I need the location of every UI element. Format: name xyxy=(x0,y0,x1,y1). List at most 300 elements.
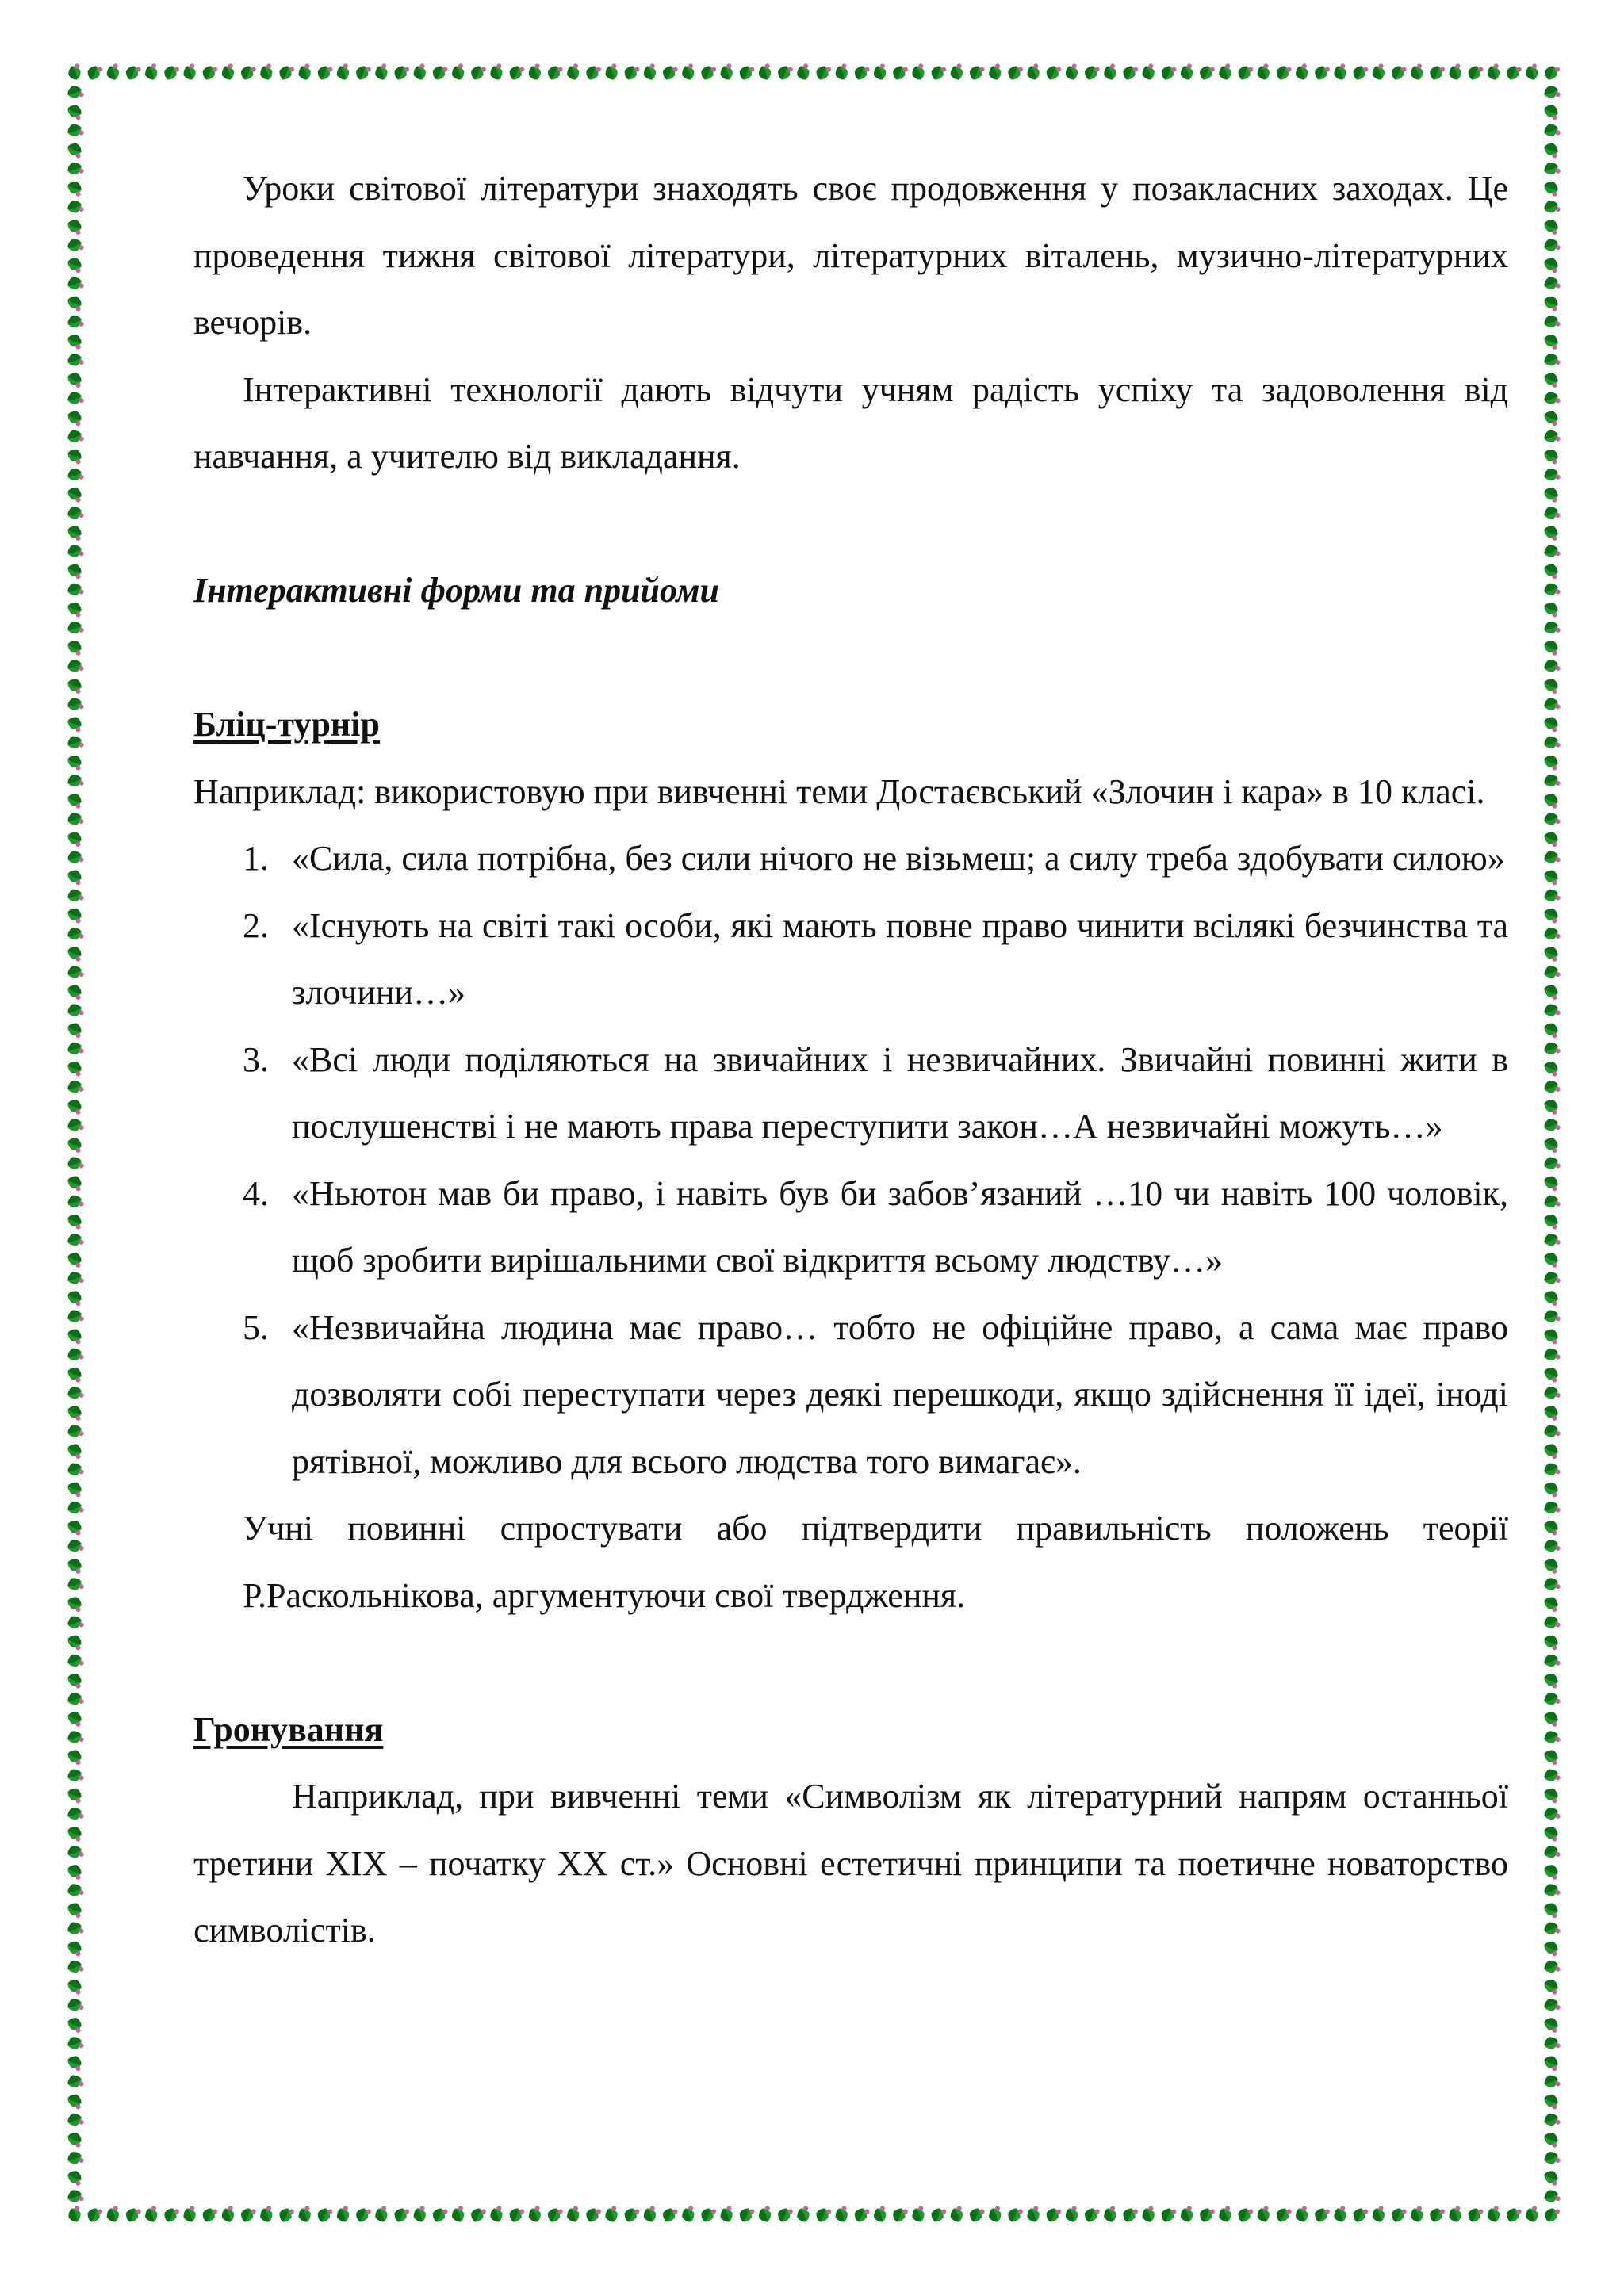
holly-leaf-icon xyxy=(201,2206,218,2225)
holly-leaf-icon xyxy=(526,2206,543,2225)
holly-leaf-icon xyxy=(1542,1594,1561,1612)
holly-leaf-icon xyxy=(1542,466,1561,484)
holly-leaf-icon xyxy=(316,2206,333,2225)
holly-leaf-icon xyxy=(1542,638,1561,656)
holly-leaf-icon xyxy=(65,1403,84,1421)
holly-leaf-icon xyxy=(66,1996,85,2014)
holly-leaf-icon xyxy=(65,982,84,1000)
holly-leaf-icon xyxy=(546,2206,563,2225)
holly-leaf-icon xyxy=(1542,121,1561,139)
holly-leaf-icon xyxy=(871,63,889,82)
holly-leaf-icon xyxy=(1542,1231,1561,1249)
holly-leaf-icon xyxy=(411,63,428,82)
holly-leaf-icon xyxy=(66,733,85,751)
holly-leaf-icon xyxy=(66,657,85,675)
holly-leaf-icon xyxy=(1101,63,1119,82)
holly-leaf-icon xyxy=(1044,2206,1062,2225)
holly-leaf-icon xyxy=(1293,63,1311,82)
holly-leaf-icon xyxy=(66,1613,85,1631)
holly-leaf-icon xyxy=(65,1212,84,1230)
holly-leaf-icon xyxy=(66,63,83,82)
holly-leaf-icon xyxy=(1542,1709,1561,1727)
holly-leaf-icon xyxy=(239,63,256,82)
holly-leaf-icon xyxy=(1178,63,1196,82)
intro-paragraph-2: Інтерактивні технології дають відчути учням радість успіху та задоволення від навчання, а учителю від викладання. xyxy=(193,369,1508,476)
holly-leaf-icon xyxy=(1542,1633,1561,1651)
clustering-text: Наприклад, при вивченні теми «Символізм як літературний напрям останньої третини XIX – початку XX ст.» Основні естетичні принципи та поетичне новаторство символістів. xyxy=(193,1777,1508,1950)
holly-leaf-icon xyxy=(66,198,85,216)
holly-leaf-icon xyxy=(1044,63,1062,82)
holly-leaf-icon xyxy=(967,2206,985,2225)
holly-leaf-icon xyxy=(1408,2206,1426,2225)
holly-leaf-icon xyxy=(65,1135,84,1153)
holly-leaf-icon xyxy=(66,313,85,331)
holly-leaf-icon xyxy=(1197,2206,1215,2225)
holly-leaf-icon xyxy=(1542,1862,1561,1880)
holly-leaf-icon xyxy=(66,1116,85,1134)
holly-leaf-icon xyxy=(1542,217,1561,235)
holly-leaf-icon xyxy=(1063,63,1081,82)
holly-leaf-icon xyxy=(1542,1135,1561,1153)
holly-leaf-icon xyxy=(1312,2206,1330,2225)
holly-leaf-icon xyxy=(66,619,85,637)
holly-leaf-icon xyxy=(1542,1537,1561,1555)
holly-leaf-icon xyxy=(1446,63,1464,82)
holly-leaf-icon xyxy=(65,1059,84,1077)
holly-leaf-icon xyxy=(680,63,697,82)
holly-leaf-icon xyxy=(1542,848,1561,866)
holly-leaf-icon xyxy=(66,1958,85,1976)
holly-leaf-icon xyxy=(66,83,85,101)
holly-leaf-icon xyxy=(699,2206,716,2225)
holly-leaf-icon xyxy=(1542,236,1561,254)
holly-leaf-icon xyxy=(296,63,313,82)
holly-leaf-icon xyxy=(1504,2206,1522,2225)
holly-leaf-icon xyxy=(65,294,84,312)
holly-leaf-icon xyxy=(65,1327,84,1345)
holly-leaf-icon xyxy=(1274,63,1292,82)
holly-leaf-icon xyxy=(737,63,755,82)
holly-leaf-icon xyxy=(66,1498,85,1516)
holly-leaf-icon xyxy=(929,2206,947,2225)
holly-leaf-icon xyxy=(986,2206,1004,2225)
holly-leaf-icon xyxy=(1542,2092,1561,2110)
holly-leaf-icon xyxy=(66,1269,85,1287)
holly-leaf-icon xyxy=(699,63,716,82)
holly-leaf-icon xyxy=(852,2206,870,2225)
list-item-text: «Існують на світі такі особи, які мають повне право чинити всілякі безчинства та злочини…» xyxy=(292,905,1508,1012)
holly-leaf-icon xyxy=(814,63,831,82)
holly-leaf-icon xyxy=(66,274,85,292)
holly-leaf-icon xyxy=(1542,447,1561,465)
holly-leaf-icon xyxy=(833,2206,850,2225)
holly-leaf-icon xyxy=(1542,772,1561,790)
list-item xyxy=(193,1027,1508,1161)
holly-leaf-icon xyxy=(680,2206,697,2225)
holly-leaf-icon xyxy=(1542,2015,1561,2033)
holly-leaf-icon xyxy=(277,2206,294,2225)
holly-leaf-icon xyxy=(411,2206,428,2225)
holly-leaf-icon xyxy=(277,63,294,82)
holly-leaf-icon xyxy=(1542,351,1561,369)
holly-leaf-icon xyxy=(66,580,85,598)
holly-leaf-icon xyxy=(1542,103,1561,121)
holly-leaf-icon xyxy=(66,925,85,943)
holly-leaf-icon xyxy=(1542,944,1561,962)
holly-leaf-icon xyxy=(65,906,84,924)
holly-leaf-icon xyxy=(1542,1001,1561,1019)
holly-leaf-icon xyxy=(65,829,84,847)
holly-leaf-icon xyxy=(392,2206,409,2225)
holly-leaf-icon xyxy=(65,600,84,618)
holly-leaf-icon xyxy=(66,886,85,904)
holly-leaf-icon xyxy=(1159,2206,1177,2225)
holly-leaf-icon xyxy=(65,676,84,694)
holly-leaf-icon xyxy=(565,63,582,82)
holly-leaf-icon xyxy=(1542,1728,1561,1746)
holly-leaf-icon xyxy=(1542,1958,1561,1976)
holly-leaf-icon xyxy=(1542,982,1561,1000)
holly-leaf-icon xyxy=(1542,1575,1561,1593)
holly-leaf-icon xyxy=(1389,2206,1407,2225)
holly-leaf-icon xyxy=(66,1384,85,1402)
holly-leaf-icon xyxy=(66,1154,85,1172)
holly-leaf-icon xyxy=(66,1231,85,1249)
list-item-number: 1. xyxy=(243,839,269,878)
holly-leaf-icon xyxy=(1542,1365,1561,1383)
holly-leaf-icon xyxy=(66,121,85,139)
holly-leaf-icon xyxy=(1101,2206,1119,2225)
holly-leaf-icon xyxy=(1542,1250,1561,1268)
holly-leaf-icon xyxy=(65,1900,84,1918)
holly-leaf-icon xyxy=(431,63,448,82)
holly-leaf-icon xyxy=(1542,1900,1561,1918)
holly-leaf-icon xyxy=(66,1460,85,1478)
holly-leaf-icon xyxy=(776,63,793,82)
holly-leaf-icon xyxy=(1542,141,1561,159)
holly-leaf-icon xyxy=(661,2206,678,2225)
holly-leaf-icon xyxy=(65,1288,84,1306)
holly-leaf-icon xyxy=(1542,600,1561,618)
holly-leaf-icon xyxy=(910,2206,927,2225)
holly-leaf-icon xyxy=(143,63,160,82)
holly-leaf-icon xyxy=(1216,2206,1234,2225)
list-item-number: 3. xyxy=(243,1039,269,1079)
holly-leaf-icon xyxy=(1542,1441,1561,1459)
holly-leaf-icon xyxy=(66,848,85,866)
holly-leaf-icon xyxy=(1120,63,1138,82)
holly-leaf-icon xyxy=(1139,63,1157,82)
holly-leaf-icon xyxy=(718,63,735,82)
blitz-intro: Наприклад: використовую при вивченні теми Достаєвський «Злочин і кара» в 10 класі. xyxy=(193,771,1485,811)
holly-leaf-icon xyxy=(296,2206,313,2225)
holly-leaf-icon xyxy=(373,63,390,82)
holly-leaf-icon xyxy=(948,63,965,82)
list-item-text: «Всі люди поділяються на звичайних і незвичайних. Звичайні повинні жити в послушенстві і не мають права переступити закон…А незвичайні можуть…» xyxy=(292,1039,1508,1146)
holly-leaf-icon xyxy=(65,409,84,427)
holly-leaf-icon xyxy=(642,2206,659,2225)
list-item xyxy=(193,893,1508,1027)
list-item xyxy=(193,1161,1508,1295)
holly-leaf-icon xyxy=(1542,1154,1561,1172)
holly-leaf-icon xyxy=(86,2206,103,2225)
holly-leaf-icon xyxy=(1235,63,1253,82)
holly-leaf-icon xyxy=(65,447,84,465)
holly-leaf-icon xyxy=(1542,274,1561,292)
holly-leaf-icon xyxy=(1331,63,1349,82)
holly-leaf-icon xyxy=(488,63,505,82)
holly-leaf-icon xyxy=(1254,2206,1272,2225)
holly-leaf-icon xyxy=(66,1192,85,1210)
holly-leaf-icon xyxy=(1542,2206,1560,2225)
holly-leaf-icon xyxy=(65,715,84,733)
holly-leaf-icon xyxy=(66,1843,85,1861)
holly-leaf-icon xyxy=(162,2206,179,2225)
holly-leaf-icon xyxy=(1542,1384,1561,1402)
holly-leaf-icon xyxy=(1542,83,1561,101)
holly-leaf-icon xyxy=(1542,2034,1561,2052)
list-item xyxy=(193,825,1508,893)
holly-leaf-icon xyxy=(1159,63,1177,82)
holly-leaf-icon xyxy=(65,1977,84,1995)
holly-leaf-icon xyxy=(66,772,85,790)
holly-leaf-icon xyxy=(1542,1288,1561,1306)
list-item-text: «Незвичайна людина має право… тобто не офіційне право, а сама має право дозволяти собі переступати через деякі перешкоди, якщо здійснення її ідеї, іноді рятівної, можливо для всього людства того вимагає». xyxy=(292,1307,1508,1481)
holly-leaf-icon xyxy=(354,2206,371,2225)
intro-paragraph-1: Уроки світової літератури знаходять своє продовження у позакласних заходах. Це проведення тижня світової літератури, літературних віталень, музично-літературних вечорів. xyxy=(193,169,1508,342)
holly-leaf-icon xyxy=(104,63,121,82)
holly-leaf-icon xyxy=(1542,2149,1561,2167)
holly-leaf-icon xyxy=(1542,925,1561,943)
holly-leaf-icon xyxy=(258,2206,275,2225)
holly-leaf-icon xyxy=(1542,1422,1561,1440)
holly-leaf-icon xyxy=(526,63,543,82)
holly-leaf-icon xyxy=(488,2206,505,2225)
holly-leaf-icon xyxy=(1351,63,1369,82)
holly-border-bottom xyxy=(66,2206,1561,2225)
holly-leaf-icon xyxy=(65,103,84,121)
holly-leaf-icon xyxy=(1466,63,1484,82)
holly-leaf-icon xyxy=(1542,256,1561,274)
holly-leaf-icon xyxy=(1523,2206,1541,2225)
holly-leaf-icon xyxy=(1542,1327,1561,1345)
holly-leaf-icon xyxy=(66,2111,85,2129)
holly-leaf-icon xyxy=(65,638,84,656)
holly-leaf-icon xyxy=(1408,63,1426,82)
holly-leaf-icon xyxy=(1542,1824,1561,1842)
holly-leaf-icon xyxy=(65,370,84,388)
holly-leaf-icon xyxy=(65,1939,84,1957)
holly-leaf-icon xyxy=(65,753,84,771)
list-item-number: 5. xyxy=(243,1307,269,1347)
holly-leaf-icon xyxy=(1542,332,1561,350)
holly-leaf-icon xyxy=(1542,1747,1561,1765)
holly-leaf-icon xyxy=(1542,1116,1561,1134)
holly-leaf-icon xyxy=(986,63,1004,82)
holly-leaf-icon xyxy=(124,63,141,82)
holly-leaf-icon xyxy=(66,1690,85,1708)
holly-leaf-icon xyxy=(316,63,333,82)
holly-leaf-icon xyxy=(66,1728,85,1746)
holly-leaf-icon xyxy=(181,63,198,82)
holly-leaf-icon xyxy=(1542,2187,1561,2205)
holly-leaf-icon xyxy=(1389,63,1407,82)
clustering-heading: Гронування xyxy=(193,1709,384,1749)
holly-leaf-icon xyxy=(1542,963,1561,981)
holly-leaf-icon xyxy=(66,1422,85,1440)
holly-leaf-icon xyxy=(65,1480,84,1498)
blitz-quotes-list xyxy=(193,825,1508,1495)
holly-leaf-icon xyxy=(1542,1078,1561,1096)
holly-leaf-icon xyxy=(373,2206,390,2225)
holly-leaf-icon xyxy=(220,63,237,82)
holly-leaf-icon xyxy=(565,2206,582,2225)
holly-leaf-icon xyxy=(1542,523,1561,541)
holly-leaf-icon xyxy=(661,63,678,82)
holly-leaf-icon xyxy=(622,2206,640,2225)
holly-leaf-icon xyxy=(1427,63,1445,82)
holly-leaf-icon xyxy=(66,427,85,445)
holly-leaf-icon xyxy=(1542,810,1561,828)
holly-leaf-icon xyxy=(66,351,85,369)
holly-leaf-icon xyxy=(795,2206,812,2225)
holly-leaf-icon xyxy=(1542,886,1561,904)
holly-leaf-icon xyxy=(65,1365,84,1383)
holly-leaf-icon xyxy=(1542,2072,1561,2090)
holly-leaf-icon xyxy=(65,1518,84,1536)
holly-leaf-icon xyxy=(1542,562,1561,580)
holly-leaf-icon xyxy=(1542,2054,1561,2072)
holly-leaf-icon xyxy=(66,2187,85,2205)
holly-leaf-icon xyxy=(1542,753,1561,771)
holly-leaf-icon xyxy=(1542,1690,1561,1708)
holly-leaf-icon xyxy=(392,63,409,82)
holly-leaf-icon xyxy=(66,963,85,981)
holly-leaf-icon xyxy=(1369,63,1387,82)
holly-leaf-icon xyxy=(1542,485,1561,503)
document-body xyxy=(193,155,1508,1965)
holly-leaf-icon xyxy=(1542,733,1561,751)
holly-leaf-icon xyxy=(1197,63,1215,82)
holly-leaf-icon xyxy=(65,1441,84,1459)
holly-leaf-icon xyxy=(1542,676,1561,694)
holly-leaf-icon xyxy=(65,944,84,962)
holly-leaf-icon xyxy=(1542,1766,1561,1784)
holly-leaf-icon xyxy=(1025,63,1042,82)
holly-leaf-icon xyxy=(66,1651,85,1669)
holly-leaf-icon xyxy=(1542,179,1561,197)
holly-leaf-icon xyxy=(66,1345,85,1363)
holly-leaf-icon xyxy=(65,2015,84,2033)
holly-leaf-icon xyxy=(65,2168,84,2186)
holly-leaf-icon xyxy=(1369,2206,1387,2225)
holly-leaf-icon xyxy=(1082,2206,1100,2225)
holly-leaf-icon xyxy=(1542,1996,1561,2014)
holly-leaf-icon xyxy=(622,63,640,82)
holly-leaf-icon xyxy=(354,63,371,82)
blitz-heading: Бліц-турнір xyxy=(193,705,380,744)
blitz-outro: Учні повинні спростувати або підтвердити правильність положень теорії Р.Раскольнікова, аргументуючи свої твердження. xyxy=(243,1509,1508,1615)
holly-leaf-icon xyxy=(431,2206,448,2225)
holly-leaf-icon xyxy=(1542,198,1561,216)
holly-leaf-icon xyxy=(1466,2206,1484,2225)
holly-leaf-icon xyxy=(1542,1671,1561,1689)
holly-leaf-icon xyxy=(65,791,84,809)
holly-leaf-icon xyxy=(1274,2206,1292,2225)
holly-leaf-icon xyxy=(1542,1269,1561,1287)
holly-leaf-icon xyxy=(65,562,84,580)
holly-leaf-icon xyxy=(718,2206,735,2225)
holly-leaf-icon xyxy=(1542,1212,1561,1230)
list-item xyxy=(193,1295,1508,1496)
holly-leaf-icon xyxy=(1542,1977,1561,1995)
holly-leaf-icon xyxy=(1331,2206,1349,2225)
holly-leaf-icon xyxy=(66,1766,85,1784)
holly-leaf-icon xyxy=(1542,2168,1561,2186)
holly-leaf-icon xyxy=(508,2206,525,2225)
holly-leaf-icon xyxy=(66,466,85,484)
holly-leaf-icon xyxy=(66,542,85,560)
holly-leaf-icon xyxy=(1542,1460,1561,1478)
holly-leaf-icon xyxy=(1542,1805,1561,1823)
holly-border-top xyxy=(66,63,1561,82)
holly-leaf-icon xyxy=(1542,1919,1561,1937)
holly-leaf-icon xyxy=(1542,1786,1561,1804)
holly-leaf-icon xyxy=(469,63,486,82)
holly-leaf-icon xyxy=(1542,2130,1561,2148)
holly-leaf-icon xyxy=(1542,542,1561,560)
holly-leaf-icon xyxy=(1542,1480,1561,1498)
holly-leaf-icon xyxy=(66,810,85,828)
holly-leaf-icon xyxy=(65,1786,84,1804)
holly-leaf-icon xyxy=(66,2034,85,2052)
holly-leaf-icon xyxy=(1005,2206,1023,2225)
holly-leaf-icon xyxy=(66,1537,85,1555)
holly-leaf-icon xyxy=(1178,2206,1196,2225)
holly-leaf-icon xyxy=(1446,2206,1464,2225)
holly-leaf-icon xyxy=(65,1556,84,1574)
holly-leaf-icon xyxy=(1254,63,1272,82)
holly-leaf-icon xyxy=(65,217,84,235)
holly-leaf-icon xyxy=(776,2206,793,2225)
holly-leaf-icon xyxy=(1485,63,1503,82)
holly-leaf-icon xyxy=(1542,1192,1561,1210)
holly-leaf-icon xyxy=(65,1862,84,1880)
holly-leaf-icon xyxy=(1542,1881,1561,1899)
holly-leaf-icon xyxy=(66,695,85,713)
holly-leaf-icon xyxy=(65,179,84,197)
holly-leaf-icon xyxy=(258,63,275,82)
holly-leaf-icon xyxy=(65,1671,84,1689)
holly-leaf-icon xyxy=(1542,1097,1561,1115)
holly-leaf-icon xyxy=(86,63,103,82)
holly-leaf-icon xyxy=(1542,695,1561,713)
holly-leaf-icon xyxy=(450,63,467,82)
holly-leaf-icon xyxy=(1542,619,1561,637)
holly-leaf-icon xyxy=(1542,791,1561,809)
holly-leaf-icon xyxy=(1542,580,1561,598)
holly-leaf-icon xyxy=(1542,160,1561,178)
holly-leaf-icon xyxy=(1504,63,1522,82)
holly-leaf-icon xyxy=(756,2206,774,2225)
holly-leaf-icon xyxy=(239,2206,256,2225)
holly-leaf-icon xyxy=(66,1078,85,1096)
holly-leaf-icon xyxy=(948,2206,965,2225)
holly-leaf-icon xyxy=(65,141,84,159)
holly-leaf-icon xyxy=(1485,2206,1503,2225)
list-item-text: «Ньютон мав би право, і навіть був би забов’язаний …10 чи навіть 100 чоловік, щоб зробити вирішальними свої відкриття всьому людству…» xyxy=(292,1173,1508,1280)
holly-leaf-icon xyxy=(66,236,85,254)
